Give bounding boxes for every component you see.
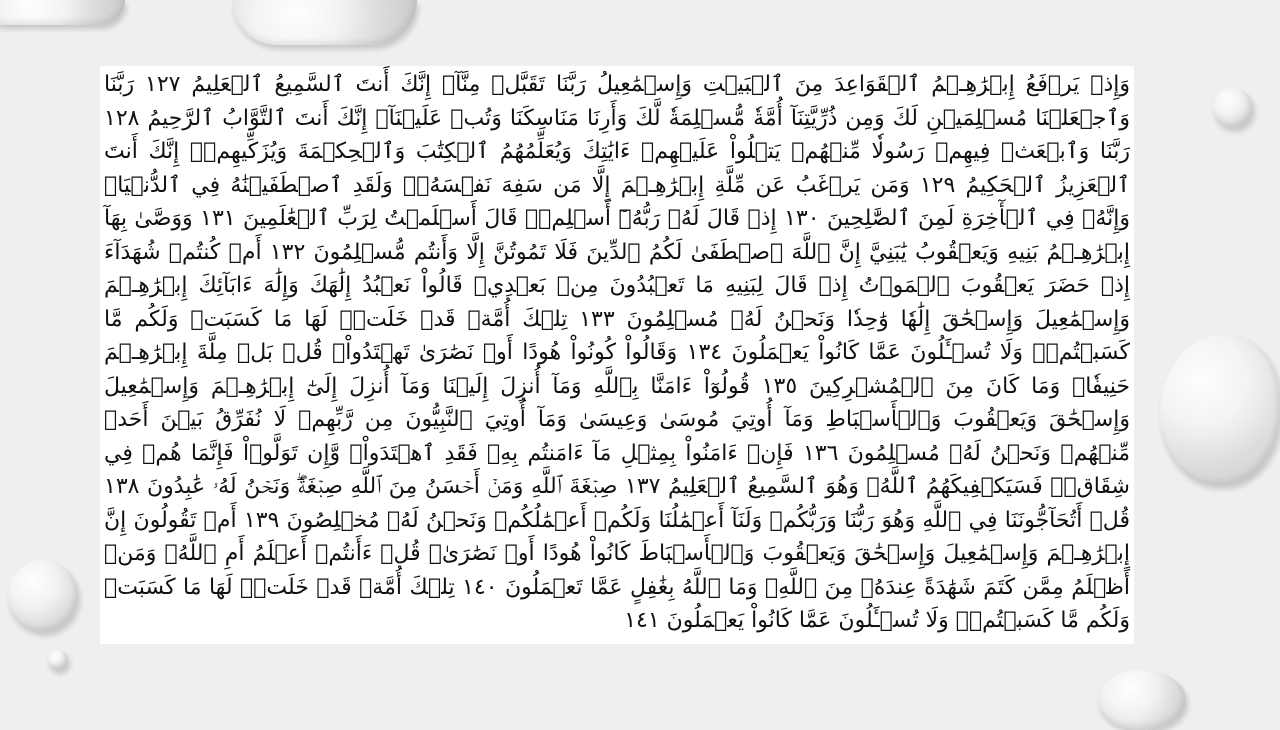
water-drop-decoration [1160,335,1280,485]
water-drop-decoration [1213,88,1253,128]
water-drop-decoration [232,0,417,45]
water-drop-decoration [8,560,78,632]
water-drop-decoration [0,0,125,25]
quran-passage-text: وَإِذۡ يَرۡفَعُ إِبۡرَٰهِـۧمُ ٱلۡقَوَاعِدَ مِنَ ٱلۡبَيۡتِ وَإِسۡمَٰعِيلُ رَبَّنَا تَقَبَّلۡ مِنَّآۖ إِنَّكَ أَنتَ ٱلسَّمِيعُ ٱلۡعَلِيمُ ١٢٧ رَبَّنَا وَٱجۡعَلۡنَا مُسۡلِمَيۡنِ لَكَ وَمِن ذُرِّيَّتِنَآ أُمَّةٗ مُّسۡلِمَةٗ لَّكَ وَأَرِنَا مَنَاسِكَنَا وَتُبۡ عَلَيۡنَآۖ إِنَّكَ أَنتَ ٱلتَّوَّابُ ٱلرَّحِيمُ ١٢٨ رَبَّنَا وَٱبۡعَثۡ فِيهِمۡ رَسُولٗا مِّنۡهُمۡ يَتۡلُواْ عَلَيۡهِمۡ ءَايَٰتِكَ وَيُعَلِّمُهُمُ ٱلۡكِتَٰبَ وَٱلۡحِكۡمَةَ وَيُزَكِّيهِمۡۖ إِنَّكَ أَنتَ ٱلۡعَزِيزُ ٱلۡحَكِيمُ ١٢٩ وَمَن يَرۡغَبُ عَن مِّلَّةِ إِبۡرَٰهِـۧمَ إِلَّا مَن سَفِهَ نَفۡسَهُۥۚ وَلَقَدِ ٱصۡطَفَيۡنَٰهُ فِي ٱلدُّنۡيَاۖ وَإِنَّهُۥ فِي ٱلۡأٓخِرَةِ لَمِنَ ٱلصَّٰلِحِينَ ١٣٠ إِذۡ قَالَ لَهُۥ رَبُّهُۥٓ أَسۡلِمۡۖ قَالَ أَسۡلَمۡتُ لِرَبِّ ٱلۡعَٰلَمِينَ ١٣١ وَوَصَّىٰ بِهَآ إِبۡرَٰهِـۧمُ بَنِيهِ وَيَعۡقُوبُ يَٰبَنِيَّ إِنَّ ٱللَّهَ ٱصۡطَفَىٰ لَكُمُ ٱلدِّينَ فَلَا تَمُوتُنَّ إِلَّا وَأَنتُم مُّسۡلِمُونَ ١٣٢ أَمۡ كُنتُمۡ شُهَدَآءَ إِذۡ حَضَرَ يَعۡقُوبَ ٱلۡمَوۡتُ إِذۡ قَالَ لِبَنِيهِ مَا تَعۡبُدُونَ مِنۢ بَعۡدِيۖ قَالُواْ نَعۡبُدُ إِلَٰهَكَ وَإِلَٰهَ ءَابَآئِكَ إِبۡرَٰهِـۧمَ وَإِسۡمَٰعِيلَ وَإِسۡحَٰقَ إِلَٰهٗا وَٰحِدٗا وَنَحۡنُ لَهُۥ مُسۡلِمُونَ ١٣٣ تِلۡكَ أُمَّةٞ قَدۡ خَلَتۡۖ لَهَا مَا كَسَبَتۡ وَلَكُم مَّا كَسَبۡتُمۡۖ وَلَا تُسۡـَٔلُونَ عَمَّا كَانُواْ يَعۡمَلُونَ ١٣٤ وَقَالُواْ كُونُواْ هُودًا أَوۡ نَصَٰرَىٰ تَهۡتَدُواْۗ قُلۡ بَلۡ مِلَّةَ إِبۡرَٰهِـۧمَ حَنِيفٗاۖ وَمَا كَانَ مِنَ ٱلۡمُشۡرِكِينَ ١٣٥ قُولُوٓاْ ءَامَنَّا بِٱللَّهِ وَمَآ أُنزِلَ إِلَيۡنَا وَمَآ أُنزِلَ إِلَىٰٓ إِبۡرَٰهِـۧمَ وَإِسۡمَٰعِيلَ وَإِسۡحَٰقَ وَيَعۡقُوبَ وَٱلۡأَسۡبَاطِ وَمَآ أُوتِيَ مُوسَىٰ وَعِيسَىٰ وَمَآ أُوتِيَ ٱلنَّبِيُّونَ مِن رَّبِّهِمۡ لَا نُفَرِّقُ بَيۡنَ أَحَدٖ مِّنۡهُمۡ وَنَحۡنُ لَهُۥ مُسۡلِمُونَ ١٣٦ فَإِنۡ ءَامَنُواْ بِمِثۡلِ مَآ ءَامَنتُم بِهِۦ فَقَدِ ٱهۡتَدَواْۖ وَّإِن تَوَلَّوۡاْ فَإِنَّمَا هُمۡ فِي شِقَاقٖۖ فَسَيَكۡفِيكَهُمُ ٱللَّهُۚ وَهُوَ ٱلسَّمِيعُ ٱلۡعَلِيمُ ١٣٧ صِبۡغَةَ ٱللَّهِ وَمَنۡ أَحۡسَنُ مِنَ ٱللَّهِ صِبۡغَةٗۖ وَنَحۡنُ لَهُۥ عَٰبِدُونَ ١٣٨ قُلۡ أَتُحَآجُّونَنَا فِي ٱللَّهِ وَهُوَ رَبُّنَا وَرَبُّكُمۡ وَلَنَآ أَعۡمَٰلُنَا وَلَكُمۡ أَعۡمَٰلُكُمۡ وَنَحۡنُ لَهُۥ مُخۡلِصُونَ ١٣٩ أَمۡ تَقُولُونَ إِنَّ إِبۡرَٰهِـۧمَ وَإِسۡمَٰعِيلَ وَإِسۡحَٰقَ وَيَعۡقُوبَ وَٱلۡأَسۡبَاطَ كَانُواْ هُودًا أَوۡ نَصَٰرَىٰۗ قُلۡ ءَأَنتُمۡ أَعۡلَمُ أَمِ ٱللَّهُۗ وَمَنۡ أَظۡلَمُ مِمَّن كَتَمَ شَهَٰدَةً عِندَهُۥ مِنَ ٱللَّهِۗ وَمَا ٱللَّهُ بِغَٰفِلٍ عَمَّا تَعۡمَلُونَ ١٤٠ تِلۡكَ أُمَّةٞ قَدۡ خَلَتۡۖ لَهَا مَا كَسَبَتۡ وَلَكُم مَّا كَسَبۡتُمۡۖ وَلَا تُسۡـَٔلُونَ عَمَّا كَانُواْ يَعۡمَلُونَ ١٤١ [104,72,1131,633]
water-drop-decoration [1098,670,1186,730]
water-drop-decoration [48,650,68,670]
